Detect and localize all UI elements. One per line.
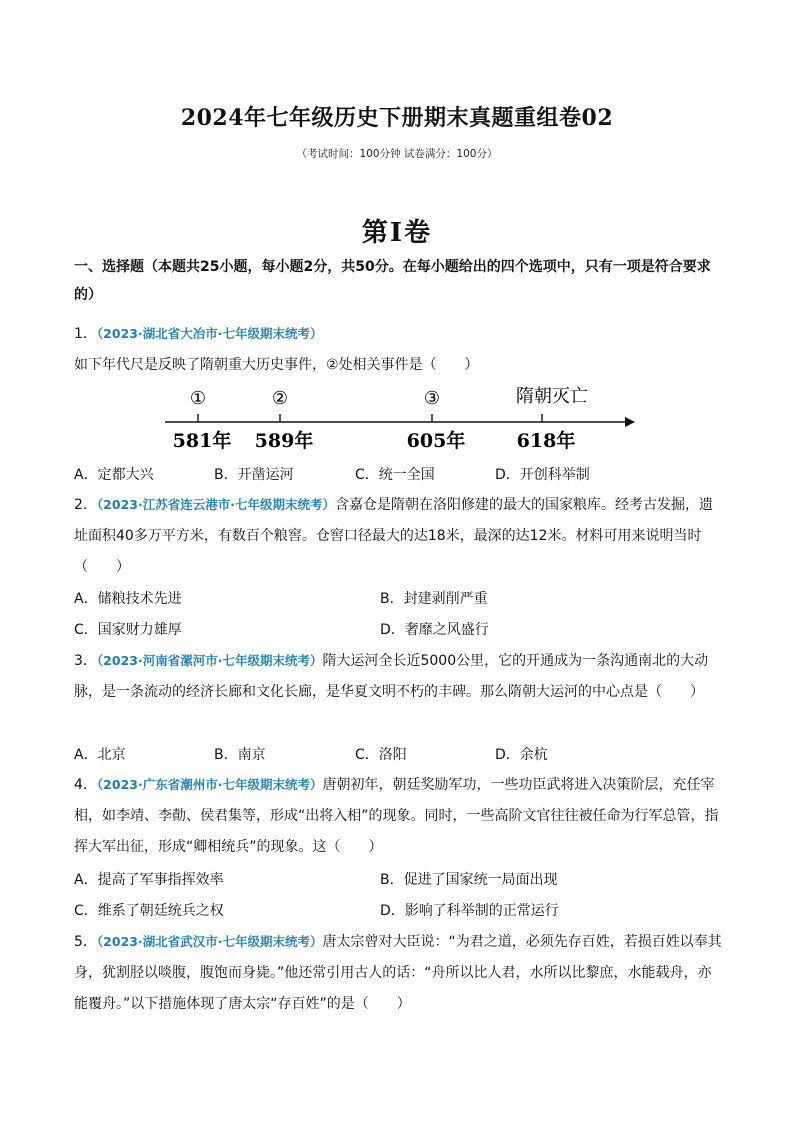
- option-d[interactable]: D．奢靡之风盛行: [380, 622, 489, 638]
- question-stem: 含嘉仓是隋朝在洛阳修建的最大的国家粮库。经考古发掘，遗址面积40多万平方米，有数百个粮窖。仓窖口径最大的达18米，最深的达12米。材料可用来说明当时（ ）: [74, 497, 713, 575]
- question-1: [74, 318, 724, 381]
- timeline-label: ③: [423, 388, 441, 409]
- timeline-year: 605年: [406, 430, 466, 452]
- question-source: （2023·河南省漯河市·七年级期末统考）: [96, 653, 323, 668]
- option-c[interactable]: C．国家财力雄厚: [74, 622, 182, 638]
- question-number: 1．: [74, 326, 97, 342]
- options-row: [74, 744, 724, 768]
- option-a[interactable]: A．提高了军事指挥效率: [74, 872, 224, 888]
- option-c[interactable]: C．统一全国: [355, 467, 435, 483]
- option-b[interactable]: B．南京: [214, 747, 266, 763]
- option-c[interactable]: C．维系了朝廷统兵之权: [74, 903, 224, 919]
- option-a[interactable]: A．定都大兴: [74, 467, 154, 483]
- timeline-year: 581年: [172, 430, 232, 452]
- option-d[interactable]: D．开创科举制: [495, 467, 590, 483]
- question-number: 2．: [74, 497, 97, 513]
- question-number: 3．: [74, 653, 97, 669]
- question-source: （2023·湖北省大冶市·七年级期末统考）: [96, 326, 323, 341]
- timeline-year: 589年: [254, 430, 314, 452]
- option-b[interactable]: B．开凿运河: [214, 467, 294, 483]
- timeline-year: 618年: [516, 430, 576, 452]
- options-row: [74, 588, 724, 612]
- question-2: [74, 489, 724, 583]
- option-b[interactable]: B．促进了国家统一局面出现: [380, 872, 558, 888]
- question-stem: 隋大运河全长近5000公里，它的开通成为一条沟通南北的大动脉，是一条流动的经济长廊和文化长廊，是华夏文明不朽的丰碑。那么隋朝大运河的中心点是（ ）: [74, 653, 709, 700]
- timeline-arrow: [625, 417, 635, 427]
- options-row: [74, 900, 724, 924]
- timeline-label: 隋朝灭亡: [516, 386, 588, 407]
- option-d[interactable]: D．余杭: [495, 747, 548, 763]
- question-number: 4．: [74, 777, 97, 793]
- section-heading: 一、选择题（本题共25小题，每小题2分，共50分。在每小题给出的四个选项中，只有一项是符合要求的）: [74, 259, 711, 303]
- options-row: [74, 464, 724, 488]
- exam-info: （考试时间：100分钟 试卷满分：100分）: [296, 148, 498, 160]
- question-4: [74, 769, 724, 863]
- question-source: （2023·湖北省武汉市·七年级期末统考）: [96, 934, 323, 949]
- question-number: 5．: [74, 934, 97, 950]
- question-3: [74, 645, 724, 708]
- volume-heading: 第Ⅰ卷: [361, 218, 433, 248]
- option-a[interactable]: A．北京: [74, 747, 126, 763]
- option-c[interactable]: C．洛阳: [355, 747, 407, 763]
- question-stem: 唐太宗曾对大臣说：“为君之道，必须先存百姓，若损百姓以奉其身，犹割胫以啖腹，腹饱而身毙。”他还常引用古人的话：“舟所以比人君，水所以比黎庶，水能载舟，亦能覆舟。”以下措施体现了唐太宗“存百姓”的是（ ）: [74, 934, 722, 1012]
- timeline-figure: [160, 378, 635, 458]
- page-title: 2024年七年级历史下册期末真题重组卷02: [180, 105, 614, 131]
- timeline-label: ②: [271, 388, 289, 409]
- options-row: [74, 619, 724, 643]
- option-a[interactable]: A．储粮技术先进: [74, 591, 182, 607]
- option-d[interactable]: D．影响了科举制的正常运行: [380, 903, 559, 919]
- timeline-label: ①: [189, 388, 207, 409]
- question-source: （2023·广东省潮州市·七年级期末统考）: [96, 777, 323, 792]
- question-stem: 如下年代尺是反映了隋朝重大历史事件，②处相关事件是（ ）: [74, 357, 479, 373]
- option-b[interactable]: B．封建剥削严重: [380, 591, 488, 607]
- question-source: （2023·江苏省连云港市·七年级期末统考）: [96, 497, 335, 512]
- question-stem: 唐朝初年，朝廷奖励军功，一些功臣武将进入决策阶层，充任宰相，如李靖、李勣、侯君集等，形成“出将入相”的现象。同时，一些高阶文官往往被任命为行军总管，指挥大军出征，形成“卿相统兵”的现象。这（ ）: [74, 777, 719, 855]
- question-5: [74, 926, 724, 1020]
- options-row: [74, 869, 724, 893]
